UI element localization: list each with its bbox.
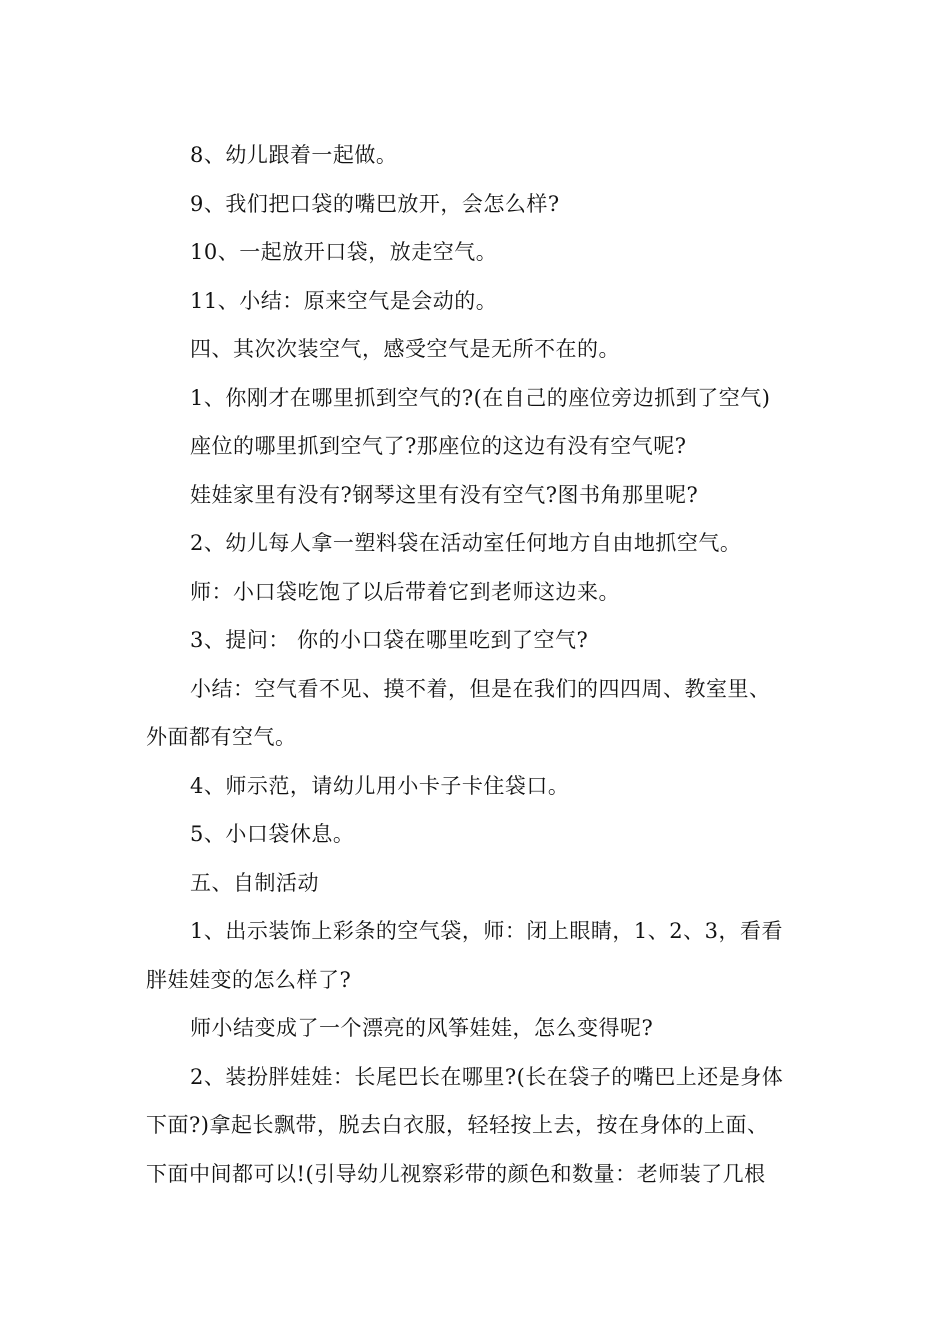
text-line: 师小结变成了一个漂亮的风筝娃娃，怎么变得呢? [190, 1016, 654, 1040]
text-line: 师：小口袋吃饱了以后带着它到老师这边来。 [190, 579, 620, 604]
text-line: 2、装扮胖娃娃：长尾巴长在哪里?(长在袋子的嘴巴上还是身体 [190, 1064, 784, 1089]
text-line: 胖娃娃变的怎么样了? [146, 967, 352, 992]
text-line: 座位的哪里抓到空气了?那座位的这边有没有空气呢? [190, 434, 687, 458]
document-body [146, 131, 810, 1198]
text-line: 4、师示范，请幼儿用小卡子卡住袋口。 [190, 773, 570, 798]
text-line: 8、幼儿跟着一起做。 [190, 143, 398, 167]
text-line: 下面?)拿起长飘带，脱去白衣服，轻轻按上去，按在身体的上面、 [146, 1113, 769, 1137]
text-line: 10、一起放开口袋，放走空气。 [190, 240, 498, 264]
text-line: 2、幼儿每人拿一塑料袋在活动室任何地方自由地抓空气。 [190, 531, 742, 555]
text-line: 下面中间都可以!(引导幼儿视察彩带的颜色和数量：老师装了几根 [146, 1161, 766, 1186]
text-line: 娃娃家里有没有?钢琴这里有没有空气?图书角那里呢? [190, 482, 699, 507]
text-line: 外面都有空气。 [146, 725, 297, 749]
text-line: 11、小结：原来空气是会动的。 [190, 288, 498, 313]
text-line: 3、提问： 你的小口袋在哪里吃到了空气? [190, 628, 589, 652]
text-line: 小结：空气看不见、摸不着，但是在我们的四四周、教室里、 [190, 676, 771, 701]
section-heading: 四、其次次装空气，感受空气是无所不在的。 [190, 337, 620, 361]
section-heading: 五、自制活动 [190, 870, 319, 895]
text-line: 9、我们把口袋的嘴巴放开，会怎么样? [190, 191, 560, 216]
text-line: 5、小口袋休息。 [190, 822, 355, 846]
text-line: 1、你刚才在哪里抓到空气的?(在自己的座位旁边抓到了空气) [190, 385, 771, 410]
text-line: 1、出示装饰上彩条的空气袋，师：闭上眼睛，1、2、3，看看 [190, 919, 783, 943]
